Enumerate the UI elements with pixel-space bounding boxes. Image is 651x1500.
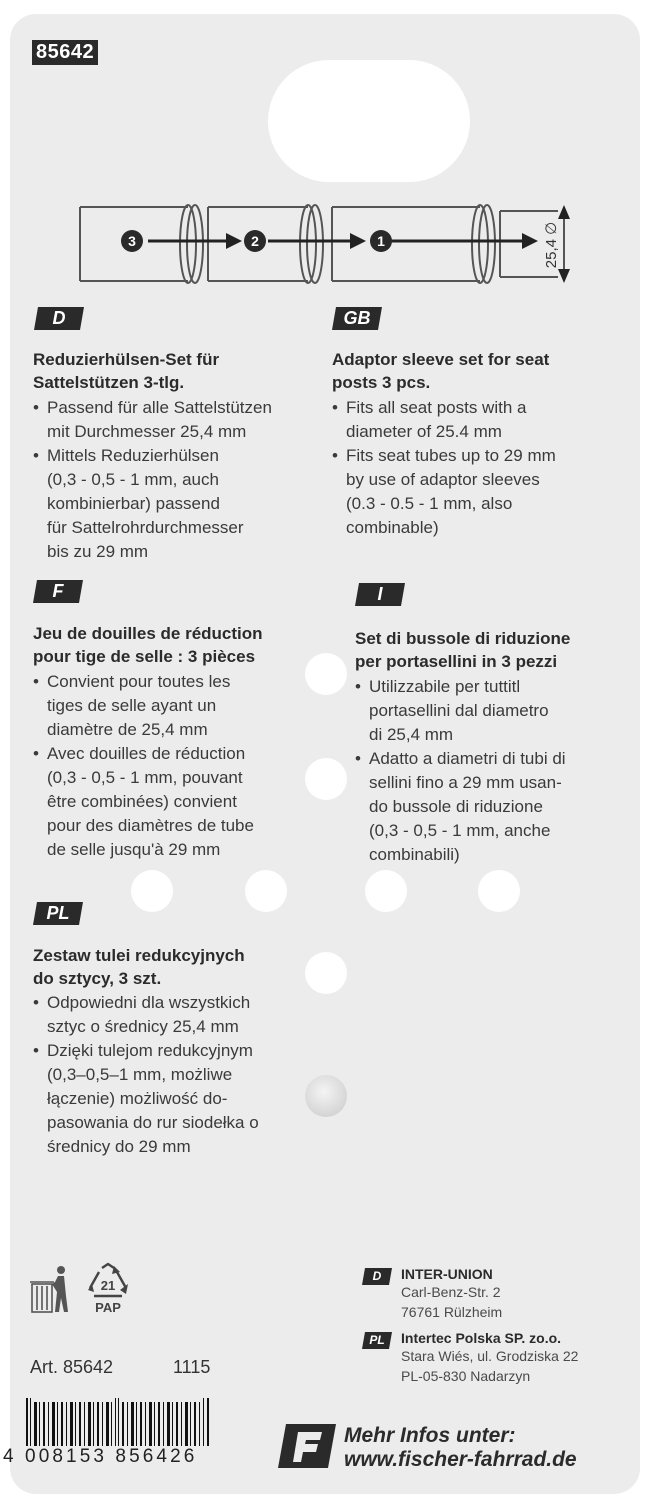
article-number-badge: 85642	[32, 40, 98, 65]
section-title-de: Reduzierhülsen-Set für Sattelstützen 3-tlg.	[33, 350, 220, 392]
article-number: Art. 85642	[30, 1357, 114, 1377]
lang-badge-it: I	[355, 583, 405, 606]
lang-badge-pl: PL	[33, 902, 83, 925]
peg-hole	[365, 870, 407, 912]
recycling-code-text: PAP	[95, 1300, 121, 1315]
hang-hole	[268, 60, 470, 182]
list-item: • Adatto a diametri di tubi di sellini fino a 29 mm usan- do bussole di riduzione (0,3 - 0,5 - 1 mm, anche combinabili)	[355, 747, 566, 867]
diameter-label: 25,4 ∅	[543, 221, 560, 269]
section-title-fr: Jeu de douilles de réduction pour tige de selle : 3 pièces	[33, 624, 263, 666]
sleeve-diagram	[70, 195, 590, 295]
bullet-list-de	[33, 396, 272, 564]
address-badge-de: D	[362, 1268, 392, 1285]
bullet-list-fr	[33, 670, 254, 862]
fischer-logo-icon	[278, 1424, 336, 1468]
peg-hole	[478, 870, 520, 912]
section-title-pl: Zestaw tulei redukcyjnych do sztycy, 3 szt.	[33, 946, 245, 988]
list-item: • Fits all seat posts with a diameter of 25.4 mm	[332, 396, 556, 444]
peg-hole	[305, 952, 347, 994]
address-pl-name: Intertec Polska SP. zo.o.	[401, 1330, 562, 1346]
lang-badge-de: D	[34, 307, 84, 330]
list-item: • Utilizzabile per tuttitl portasellini dal diametro di 25,4 mm	[355, 675, 566, 747]
barcode-digits: 4 008153 856426	[3, 1446, 198, 1467]
peg-hole	[131, 870, 173, 912]
bullet-list-pl	[33, 991, 259, 1159]
list-item: • Avec douilles de réduction (0,3 - 0,5 - 1 mm, pouvant être combinées) convient pour des diamètres de tube de selle jusqu'à 29 mm	[33, 742, 254, 862]
step-3-badge: 3	[121, 230, 143, 252]
section-title-gb: Adaptor sleeve set for seat posts 3 pcs.	[332, 350, 550, 392]
bullet-list-gb	[332, 396, 556, 540]
section-title-it: Set di bussole di riduzione per portasellini in 3 pezzi	[355, 629, 571, 671]
address-pl: Intertec Polska SP. zo.o. Stara Wiés, ul. Grodziska 22 PL-05-830 Nadarzyn	[401, 1330, 579, 1384]
step-2-badge: 2	[244, 230, 266, 252]
list-item: • Passend für alle Sattelstützen mit Durchmesser 25,4 mm	[33, 396, 272, 444]
lang-badge-fr: F	[33, 580, 83, 603]
recycling-code-number: 21	[100, 1278, 116, 1293]
peg-hole	[305, 1075, 347, 1117]
list-item: • Mittels Reduzierhülsen (0,3 - 0,5 - 1 mm, auch kombinierbar) passend für Sattelrohrdurchmesser bis zu 29 mm	[33, 444, 272, 564]
address-de-name: INTER-UNION	[401, 1266, 493, 1282]
peg-hole	[305, 653, 347, 695]
bullet-list-it	[355, 675, 566, 867]
address-de: INTER-UNION Carl-Benz-Str. 2 76761 Rülzheim	[401, 1266, 503, 1320]
list-item: • Dzięki tulejom redukcyjnym (0,3–0,5–1 mm, możliwe łączenie) możliwość do- pasowania do rur siodełka o średnicy do 29 mm	[33, 1039, 259, 1159]
list-item: • Fits seat tubes up to 29 mm by use of adaptor sleeves (0.3 - 0.5 - 1 mm, also combinable)	[332, 444, 556, 540]
footer-more-info: Mehr Infos unter:	[344, 1424, 516, 1447]
article-code: 1115	[173, 1357, 211, 1377]
lang-badge-gb: GB	[332, 307, 382, 330]
address-badge-pl: PL	[362, 1332, 392, 1349]
list-item: • Convient pour toutes les tiges de selle ayant un diamètre de 25,4 mm	[33, 670, 254, 742]
step-1-badge: 1	[370, 230, 392, 252]
trash-bin-icon	[28, 1262, 74, 1318]
peg-hole	[245, 870, 287, 912]
barcode	[26, 1398, 210, 1446]
footer-website: www.fischer-fahrrad.de	[344, 1448, 577, 1471]
peg-hole	[305, 758, 347, 800]
list-item: • Odpowiedni dla wszystkich sztyc o średnicy 25,4 mm	[33, 991, 259, 1039]
